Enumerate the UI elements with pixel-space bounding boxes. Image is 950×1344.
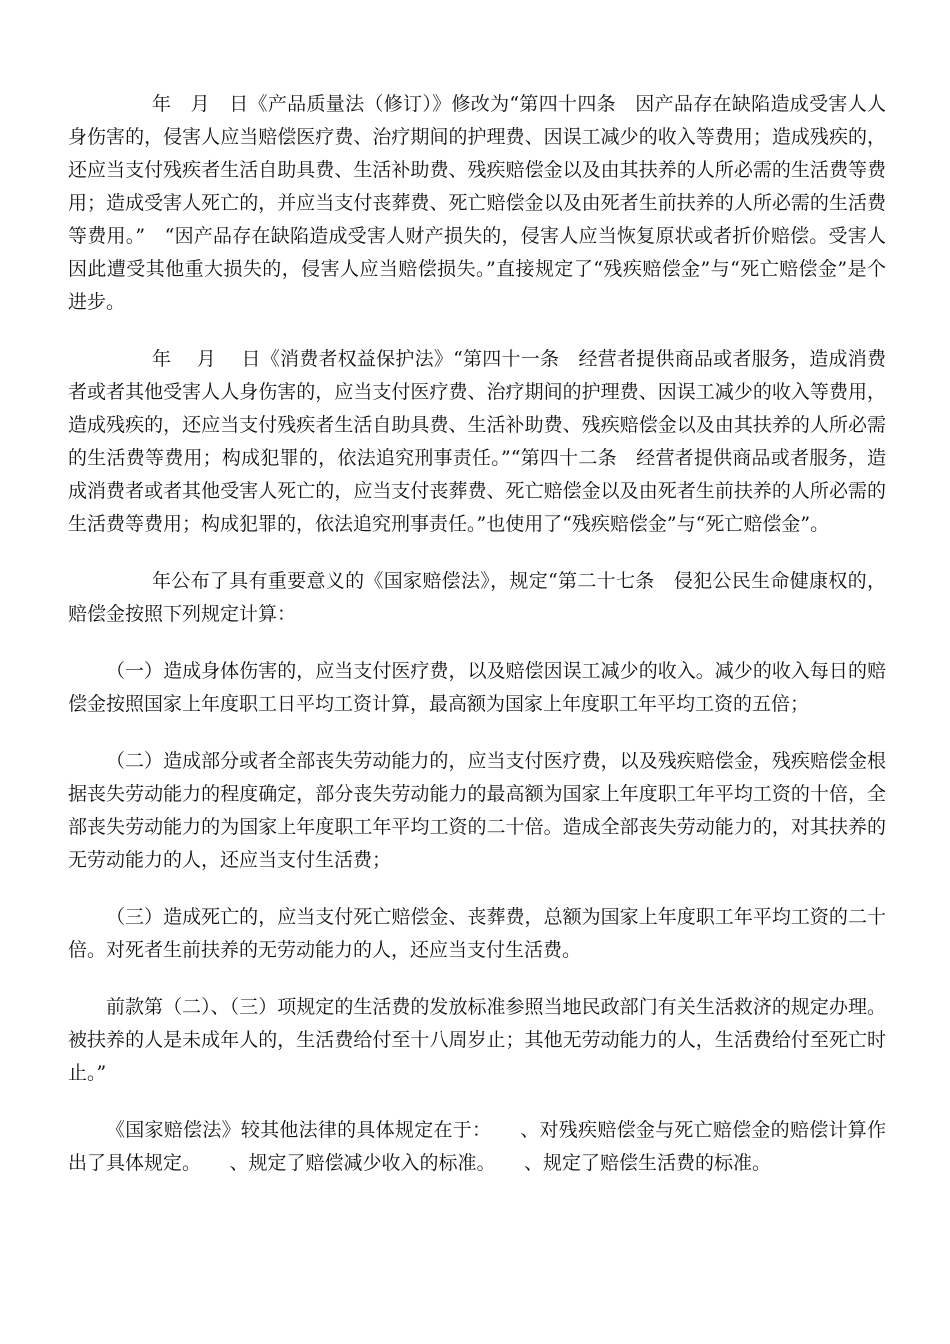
paragraph-conclusion: 《国家赔偿法》较其他法律的具体规定在于： 、对残疾赔偿金与死亡赔偿金的赔偿计算作出了具体规定。 、规定了赔偿减少收入的标准。 、规定了赔偿生活费的标准。 [68, 1119, 886, 1174]
paragraph-living-expenses: 前款第（二）、（三）项规定的生活费的发放标准参照当地民政部门有关生活救济的规定办理。被扶养的人是未成年人的，生活费给付至十八周岁止；其他无劳动能力的人，生活费给付至死亡时止。” [68, 996, 886, 1084]
paragraph-product-quality-law: 年 月 日《产品质量法（修订）》修改为“第四十四条 因产品存在缺陷造成受害人人身伤害的，侵害人应当赔偿医疗费、治疗期间的护理费、因误工减少的收入等费用；造成残疾的，还应当支付残疾者生活自助具费、生活补助费、残疾赔偿金以及由其扶养的人所必需的生活费等费用；造成受害人死亡的，并应当支付丧葬费、死亡赔偿金以及由死者生前扶养的人所必需的生活费等费用。” “因产品存在缺陷造成受害人财产损失的，侵害人应当恢复原状或者折价赔偿。受害人因此遭受其他重大损失的，侵害人应当赔偿损失。”直接规定了“残疾赔偿金”与“死亡赔偿金”是个进步。 [68, 93, 886, 313]
paragraph-state-compensation-law: 年公布了具有重要意义的《国家赔偿法》，规定“第二十七条 侵犯公民生命健康权的，赔偿金按照下列规定计算： [68, 570, 886, 625]
document-body [68, 88, 886, 1204]
paragraph-clause-two: （二）造成部分或者全部丧失劳动能力的，应当支付医疗费，以及残疾赔偿金，残疾赔偿金根据丧失劳动能力的程度确定，部分丧失劳动能力的最高额为国家上年度职工年平均工资的十倍，全部丧失劳动能力的为国家上年度职工年平均工资的二十倍。造成全部丧失劳动能力的，对其扶养的无劳动能力的人，还应当支付生活费； [68, 750, 886, 871]
paragraph-consumer-protection-law: 年 月 日《消费者权益保护法》“第四十一条 经营者提供商品或者服务，造成消费者或者其他受害人人身伤害的，应当支付医疗费、治疗期间的护理费、因误工减少的收入等费用，造成残疾的，还应当支付残疾者生活自助具费、生活补助费、残疾赔偿金以及由其扶养的人所必需的生活费等费用；构成犯罪的，依法追究刑事责任。”“第四十二条 经营者提供商品或者服务，造成消费者或者其他受害人死亡的，应当支付丧葬费、死亡赔偿金以及由死者生前扶养的人所必需的生活费等费用；构成犯罪的，依法追究刑事责任。”也使用了“残疾赔偿金”与“死亡赔偿金”。 [68, 348, 886, 535]
paragraph-clause-three: （三）造成死亡的，应当支付死亡赔偿金、丧葬费，总额为国家上年度职工年平均工资的二十倍。对死者生前扶养的无劳动能力的人，还应当支付生活费。 [68, 906, 886, 961]
paragraph-clause-one: （一）造成身体伤害的，应当支付医疗费，以及赔偿因误工减少的收入。减少的收入每日的赔偿金按照国家上年度职工日平均工资计算，最高额为国家上年度职工年平均工资的五倍； [68, 660, 886, 715]
